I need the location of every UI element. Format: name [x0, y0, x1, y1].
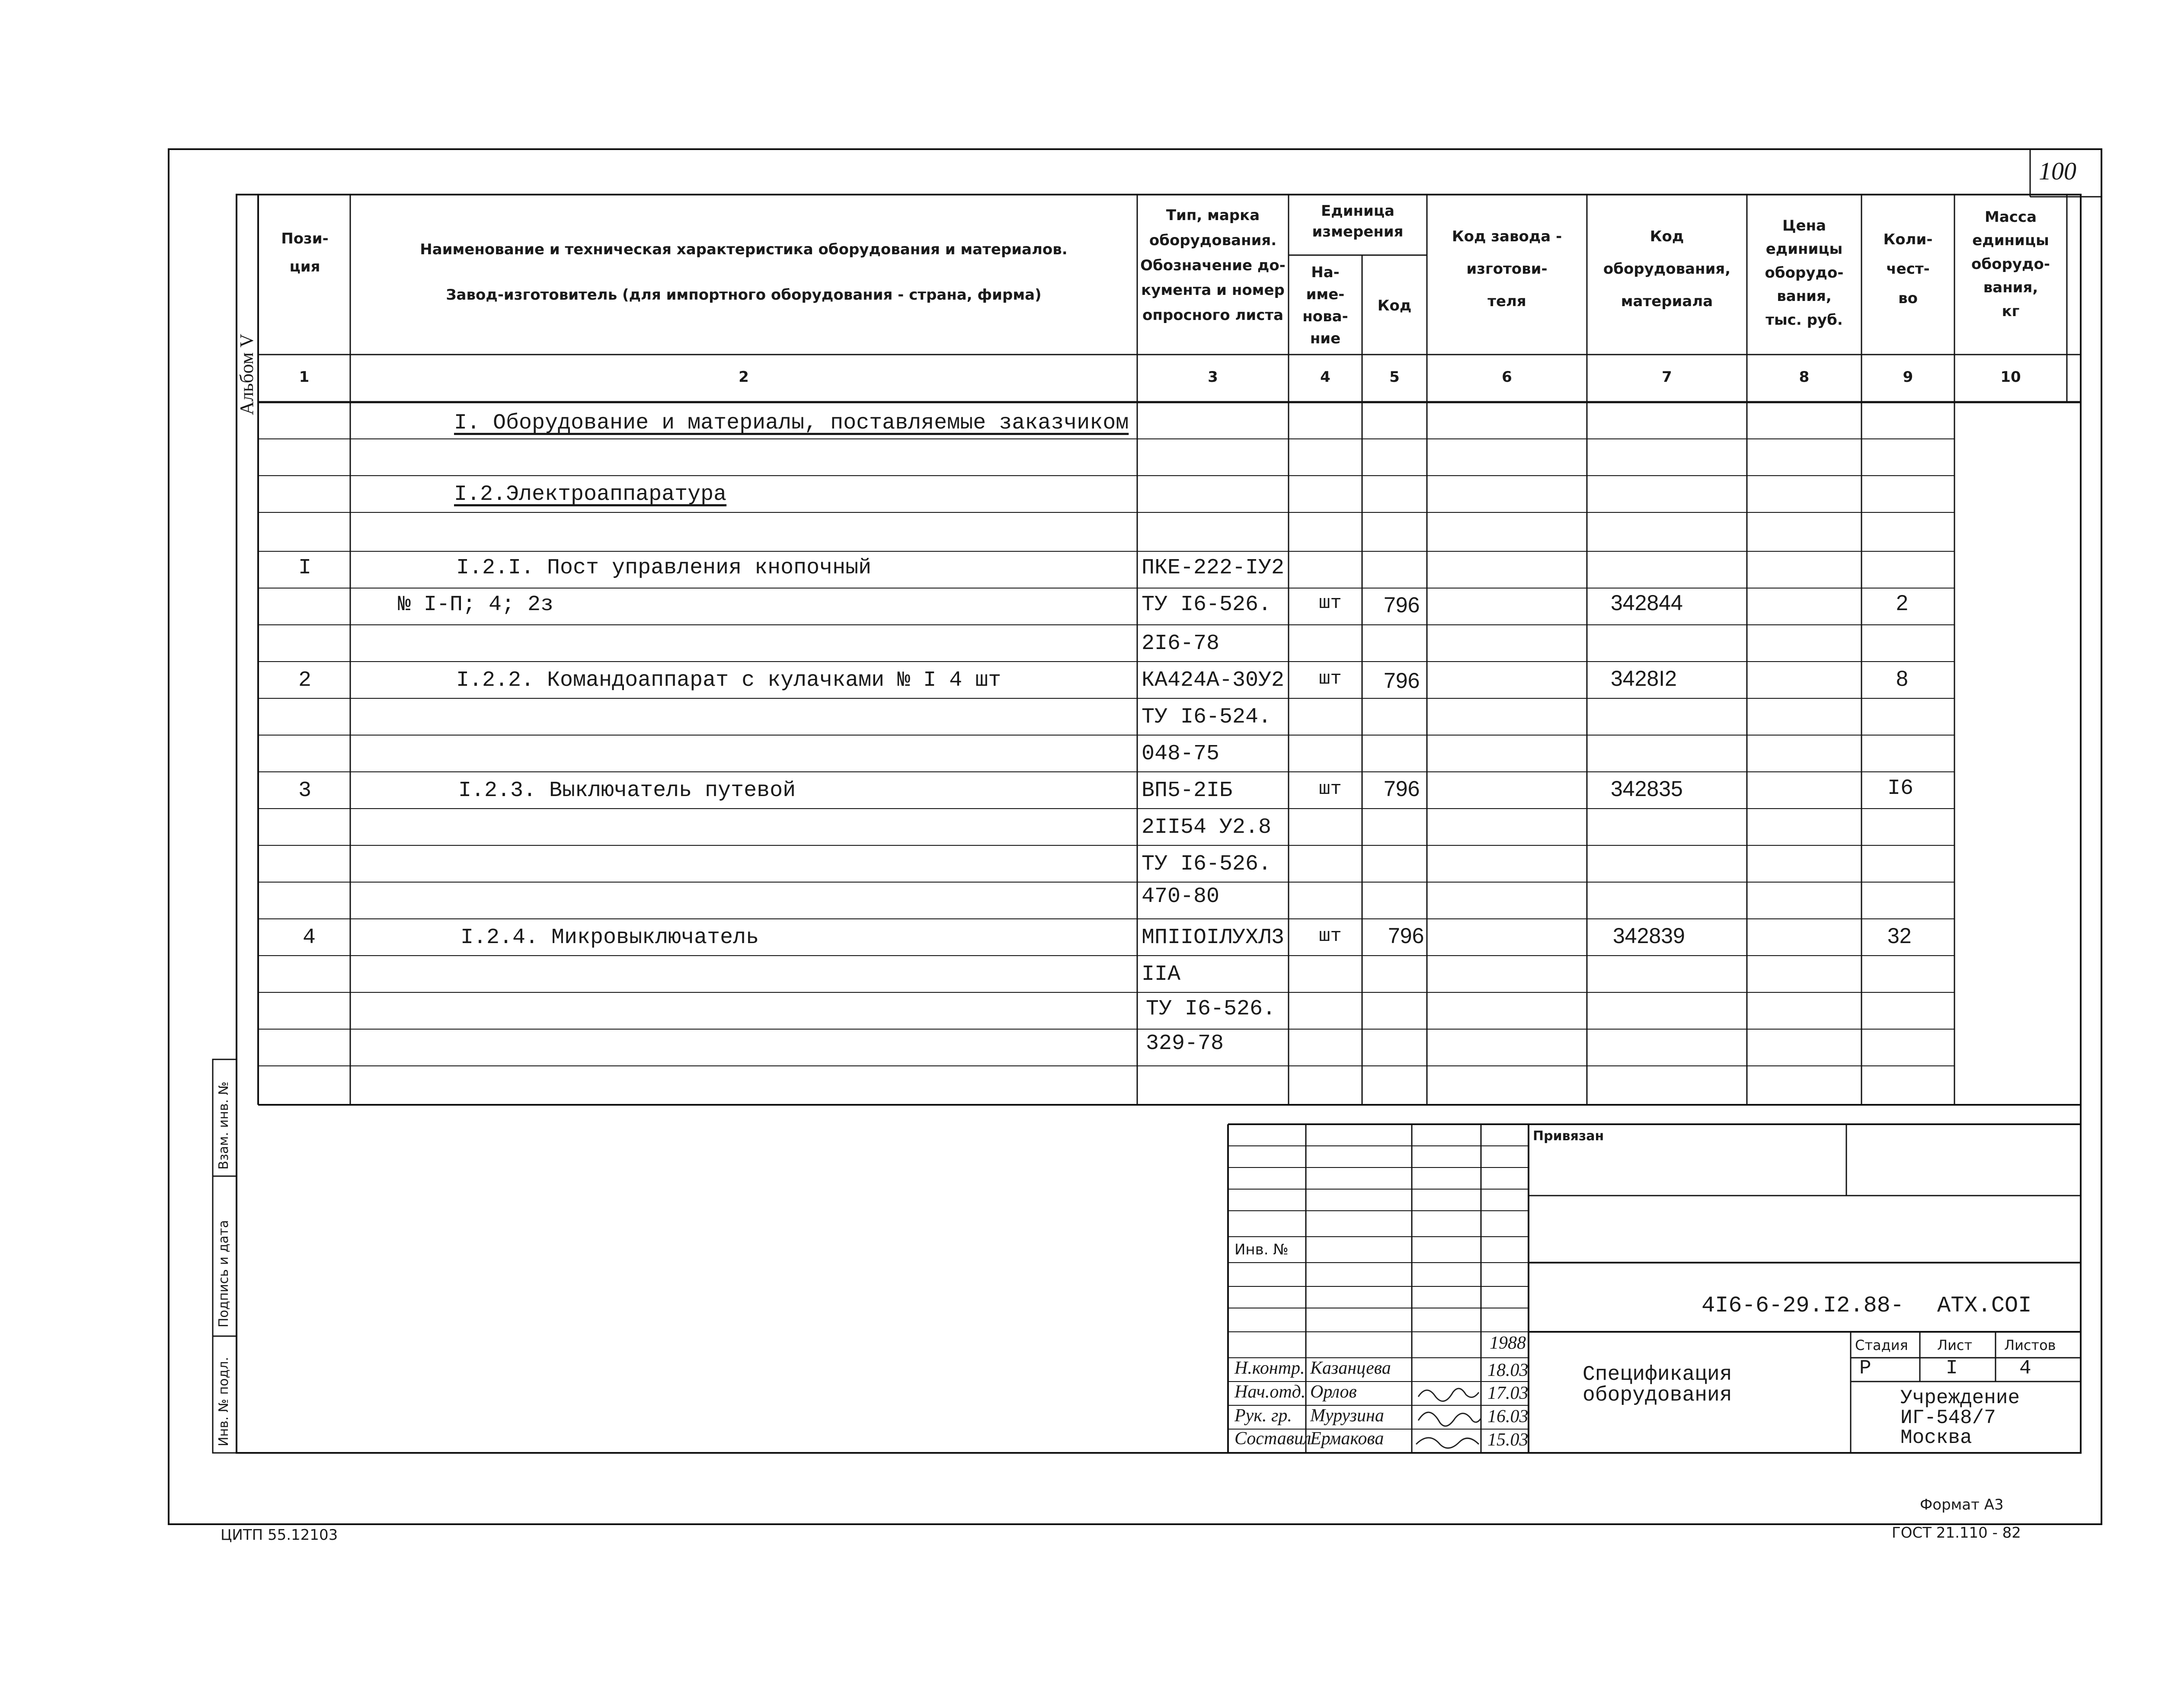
col-number-8: 8 — [1799, 368, 1810, 386]
header-mass: Масса единицы оборудо- вания, кг — [1971, 208, 2050, 320]
header-position: Пози- ция — [281, 230, 329, 275]
staff-date-3: 16.03 — [1487, 1407, 1529, 1427]
staff-name-3: Мурузина — [1310, 1406, 1384, 1426]
row4-type-line2: IIA — [1142, 962, 1181, 987]
stage-value: Р — [1859, 1357, 1871, 1379]
inv-no-label: Инв. № — [1235, 1241, 1289, 1258]
header-unit-group: Единица измерения — [1312, 202, 1404, 240]
row2-qty: 8 — [1896, 666, 1908, 691]
row2-type-line2: ТУ I6-524. — [1142, 705, 1272, 729]
col-number-9: 9 — [1903, 368, 1913, 386]
row2-position: 2 — [298, 668, 312, 693]
row4-type: МПIIОIЛУХЛ3 — [1142, 925, 1285, 950]
staff-name-2: Орлов — [1310, 1382, 1357, 1402]
header-unit-code: Код — [1377, 297, 1412, 314]
format-label: Формат А3 — [1920, 1496, 2004, 1513]
document-suffix: АТХ.COI — [1937, 1293, 2032, 1318]
row3-type-line2: 2II54 У2.8 — [1142, 815, 1272, 840]
row4-type-line3: ТУ I6-526. — [1146, 997, 1276, 1021]
privyazan-label: Привязан — [1533, 1129, 1604, 1144]
sheet-value: I — [1946, 1357, 1958, 1379]
col-number-1: 1 — [299, 368, 310, 386]
stamp-inv-podl: Инв. № подл. — [216, 1357, 231, 1446]
header-unit-name: На- име- нова- ние — [1302, 264, 1348, 347]
header-qty: Коли- чест- во — [1883, 231, 1933, 307]
document-title: Спецификация оборудования — [1583, 1363, 1732, 1407]
row3-equip-code: 342835 — [1611, 777, 1683, 801]
row2-equip-code: 3428I2 — [1611, 666, 1677, 691]
row3-qty: I6 — [1887, 776, 1914, 801]
document-code: 4I6-6-29.I2.88- — [1701, 1293, 1904, 1318]
col-number-7: 7 — [1662, 368, 1672, 386]
row3-position: 3 — [298, 778, 312, 803]
row4-type-line4: 329-78 — [1146, 1031, 1224, 1056]
row2-unit: шт — [1319, 668, 1342, 690]
sheet-label: Лист — [1937, 1337, 1973, 1353]
approval-year: 1988 — [1490, 1333, 1526, 1353]
row1-position: I — [298, 556, 312, 580]
row2-type: КА424А-30У2 — [1142, 668, 1285, 693]
row3-name: I.2.3. Выключатель путевой — [458, 778, 796, 803]
col-number-6: 6 — [1502, 368, 1512, 386]
sheet-number: 100 — [2039, 157, 2076, 185]
col-number-10: 10 — [2000, 368, 2021, 386]
staff-role-4: Составил — [1235, 1429, 1311, 1449]
row4-equip-code: 342839 — [1613, 924, 1685, 948]
row3-type-line3: ТУ I6-526. — [1142, 852, 1272, 876]
col-number-4: 4 — [1320, 368, 1330, 386]
row3-unit: шт — [1319, 778, 1342, 800]
staff-date-1: 18.03 — [1487, 1360, 1529, 1380]
gost-reference: ГОСТ 21.110 - 82 — [1892, 1524, 2021, 1542]
album-label: Альбом V — [236, 334, 257, 415]
row1-name-cont: № I-П; 4; 2з — [398, 592, 554, 617]
header-type: Тип, марка оборудования. Обозначение до- кумента и номер опросного листа — [1140, 207, 1286, 324]
stage-label: Стадия — [1855, 1337, 1908, 1353]
header-name-line1: Наименование и техническая характеристика оборудования и материалов. — [420, 241, 1068, 258]
sheets-value: 4 — [2019, 1357, 2031, 1379]
col-number-2: 2 — [739, 368, 749, 386]
row4-position: 4 — [303, 925, 316, 950]
row1-unit: шт — [1319, 592, 1342, 614]
row2-type-line3: 048-75 — [1142, 742, 1220, 766]
staff-name-4: Ермакова — [1310, 1429, 1384, 1449]
subsection-title: I.2.Электроаппаратура — [454, 482, 727, 507]
header-mfr-code: Код завода - изготови- теля — [1452, 228, 1562, 310]
row2-unit-code: 796 — [1384, 668, 1420, 693]
section-title: I. Оборудование и материалы, поставляемые заказчиком — [454, 411, 1129, 435]
row1-type-line3: 2I6-78 — [1142, 631, 1220, 656]
col-number-3: 3 — [1208, 368, 1218, 386]
row3-type-line4: 470-80 — [1142, 884, 1220, 909]
staff-name-1: Казанцева — [1310, 1358, 1391, 1378]
stamp-vzam-inv: Взам. инв. № — [216, 1081, 231, 1170]
sheets-label: Листов — [2004, 1337, 2056, 1353]
stamp-podpis-data: Подпись и дата — [216, 1220, 231, 1327]
header-price: Цена единицы оборудо- вания, тыс. руб. — [1765, 217, 1844, 329]
row1-type-line2: ТУ I6-526. — [1142, 592, 1272, 617]
row1-name: I.2.I. Пост управления кнопочный — [456, 556, 872, 580]
col-number-5: 5 — [1389, 368, 1400, 386]
row4-unit: шт — [1319, 925, 1342, 947]
organization: Учреждение ИГ-548/7 Москва — [1900, 1387, 2020, 1449]
row4-unit-code: 796 — [1388, 924, 1424, 948]
staff-role-2: Нач.отд. — [1235, 1382, 1306, 1402]
header-name-line2: Завод-изготовитель (для импортного оборудования - страна, фирма) — [446, 286, 1042, 304]
row4-name: I.2.4. Микровыключатель — [461, 925, 759, 950]
row4-qty: 32 — [1887, 924, 1912, 948]
row3-unit-code: 796 — [1384, 777, 1420, 801]
header-equip-code: Код оборудования, материала — [1603, 228, 1731, 310]
row1-unit-code: 796 — [1384, 593, 1420, 617]
bottom-left-stamp: ЦИТП 55.12103 — [221, 1526, 338, 1544]
staff-date-2: 17.03 — [1487, 1383, 1529, 1403]
staff-role-1: Н.контр. — [1235, 1358, 1305, 1378]
row2-name: I.2.2. Командоаппарат с кулачками № I 4 шт — [456, 668, 1001, 693]
row3-type: ВП5-2IБ — [1142, 778, 1233, 803]
row1-equip-code: 342844 — [1611, 591, 1683, 615]
staff-date-4: 15.03 — [1487, 1430, 1529, 1450]
staff-role-3: Рук. гр. — [1235, 1406, 1292, 1426]
row1-qty: 2 — [1896, 591, 1908, 615]
row1-type: ПКЕ-222-IУ2 — [1142, 556, 1285, 580]
